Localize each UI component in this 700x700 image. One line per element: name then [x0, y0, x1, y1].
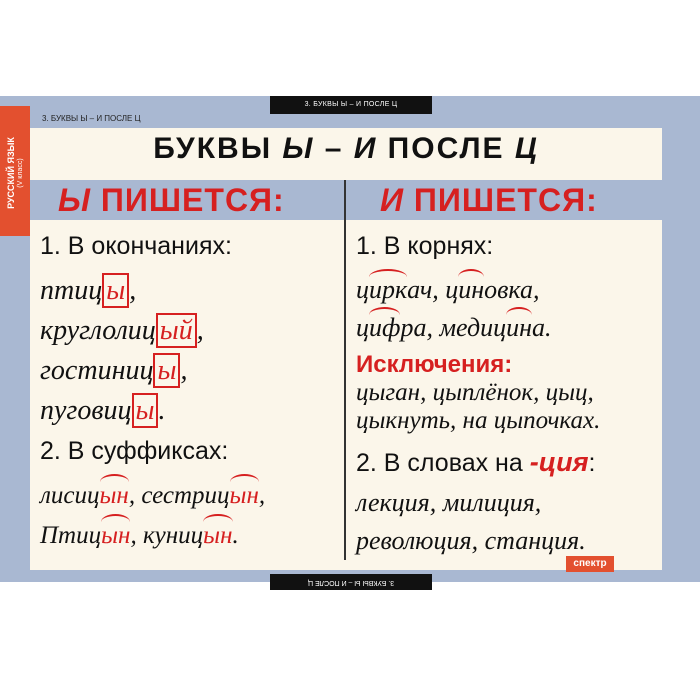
suffix-words: [40, 476, 340, 556]
section-number: 3. БУКВЫ Ы – И ПОСЛЕ Ц: [42, 114, 141, 123]
left-header: Ы ПИШЕТСЯ:: [58, 182, 285, 218]
top-tab: 3. БУКВЫ Ы – И ПОСЛЕ Ц: [270, 96, 432, 114]
word-line: лисицын, сестрицын,: [40, 476, 340, 516]
cia-words: [356, 484, 656, 560]
word-item: пуговиц ы .: [40, 395, 166, 426]
exceptions-line: цыкнуть, на цыпочках.: [356, 407, 601, 434]
grade-label: (V класс): [17, 158, 24, 188]
rule-suffixes: 2. В суффиксах:: [40, 437, 229, 465]
word-line: цифра, медицина.: [356, 309, 656, 347]
bottom-tab: 3. БУКВЫ Ы – И ПОСЛЕ Ц: [270, 574, 432, 590]
word-line: революция, станция.: [356, 526, 586, 555]
word-line: Птицын, куницын.: [40, 516, 340, 556]
rule-endings: 1. В окончаниях:: [40, 232, 232, 260]
left-column: [40, 232, 340, 556]
root-words: [356, 271, 656, 347]
word-item: гостиниц ы ,: [40, 355, 188, 386]
word-item: круглолиц ый ,: [40, 315, 204, 346]
exceptions-heading: Исключения:: [356, 351, 513, 378]
column-divider: [344, 180, 346, 560]
content-panel: [30, 128, 662, 570]
column-headers: [30, 180, 662, 220]
page-title: БУКВЫ Ы – И ПОСЛЕ Ц: [153, 132, 539, 165]
subject-label: РУССКИЙ ЯЗЫК: [6, 137, 16, 209]
word-line: лекция, милиция,: [356, 488, 542, 517]
word-item: птиц ы ,: [40, 275, 137, 306]
side-label-text: [7, 121, 25, 225]
rule-roots: 1. В корнях:: [356, 232, 494, 260]
exceptions-line: цыган, цыплёнок, цыц,: [356, 379, 594, 406]
word-line: циркач, циновка,: [356, 271, 656, 309]
right-column: [356, 232, 656, 560]
ending-words: [40, 271, 340, 431]
rule-cia-words: 2. В словах на -ция:: [356, 447, 596, 477]
right-header: И ПИШЕТСЯ:: [380, 182, 598, 218]
publisher-logo: спектр: [566, 556, 614, 572]
